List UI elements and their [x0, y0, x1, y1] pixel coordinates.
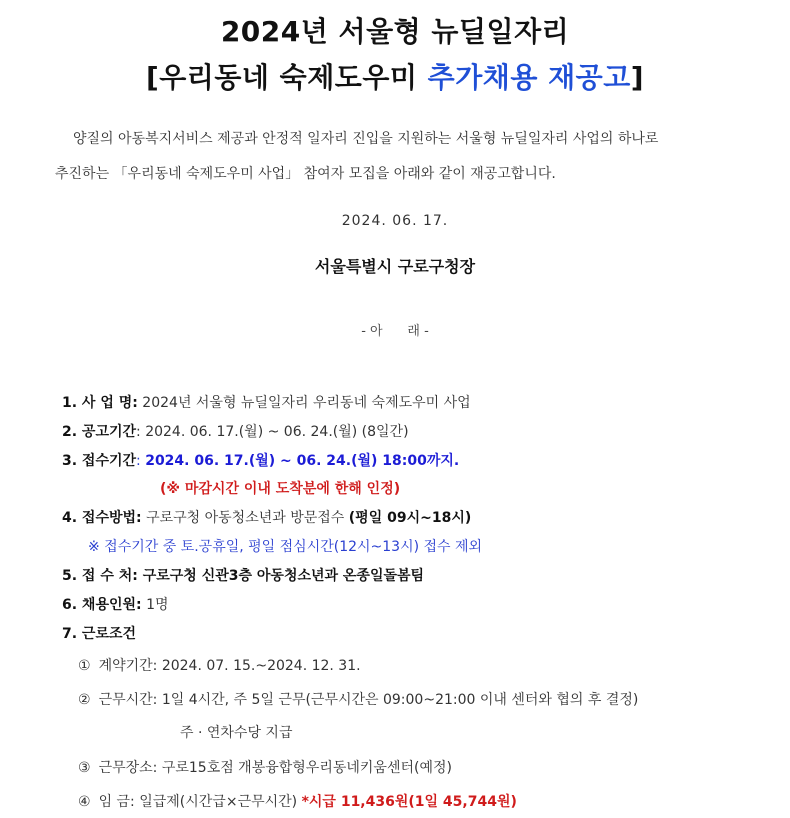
- item-value: : 2024. 06. 17.(월) ~ 06. 24.(월) (8일간): [136, 424, 409, 440]
- item-label: 6. 채용인원:: [62, 597, 142, 613]
- item-label: 4. 접수방법:: [62, 510, 142, 526]
- title-prefix: [우리동네 숙제도우미: [145, 61, 428, 94]
- wage-highlight: 시급 11,436원(1일 45,744원): [308, 794, 517, 810]
- item-hiring-count: [62, 594, 169, 614]
- item-application-place: [62, 565, 424, 585]
- item-project-name: [62, 392, 471, 412]
- condition-text: 근무장소: 구로15호점 개봉융합형우리동네키움센터(예정): [98, 760, 452, 776]
- condition-allowance-note: 주 · 연차수당 지급: [180, 725, 293, 741]
- condition-number: ④: [78, 794, 91, 810]
- item-colon: :: [136, 453, 146, 469]
- wage-star-mark: *: [301, 794, 309, 810]
- title-suffix: ]: [630, 61, 645, 94]
- item-label: 3. 접수기간: [62, 453, 137, 469]
- item-application-method: [62, 507, 471, 527]
- condition-number: ①: [78, 658, 91, 674]
- condition-text: 근무시간: 1일 4시간, 주 5일 근무(근무시간은 09:00~21:00 이내 센터와 협의 후 결정): [98, 692, 639, 708]
- condition-work-hours: [78, 689, 638, 709]
- item-label: 1. 사 업 명:: [62, 395, 138, 411]
- notice-signer: 서울특별시 구로구청장: [314, 257, 476, 276]
- condition-wage: [78, 791, 517, 811]
- item-value: 구로구청 신관3층 아동청소년과 온종일돌봄팀: [137, 568, 425, 584]
- notice-date: 2024. 06. 17.: [341, 213, 449, 229]
- title-highlight: 추가채용 재공고: [427, 61, 631, 94]
- item-value: 2024. 06. 17.(월) ~ 06. 24.(월) 18:00까지.: [145, 453, 460, 469]
- item-application-period: [62, 450, 459, 470]
- item-value-hours: (평일 09시~18시): [348, 510, 472, 526]
- item-notice-period: [62, 421, 409, 441]
- item-label: 5. 접 수 처:: [62, 568, 138, 584]
- condition-number: ②: [78, 692, 91, 708]
- intro-line-1: 양질의 아동복지서비스 제공과 안정적 일자리 진입을 지원하는 서울형 뉴딜일자리 사업의 하나로: [73, 131, 659, 147]
- condition-contract-period: [78, 655, 361, 675]
- section-divider-label: - 아 래 -: [361, 324, 429, 339]
- condition-text: 임 금: 일급제(시간급×근무시간): [98, 794, 302, 810]
- condition-work-location: [78, 757, 452, 777]
- item-label: 7. 근로조건: [62, 626, 137, 642]
- item-value: 1명: [141, 597, 169, 613]
- notice-title-line1: 2024년 서울형 뉴딜일자리: [220, 15, 570, 48]
- condition-number: ③: [78, 760, 91, 776]
- item-label: 2. 공고기간: [62, 424, 137, 440]
- intro-line-2: 추진하는 「우리동네 숙제도우미 사업」 참여자 모집을 아래와 같이 재공고합니다.: [55, 166, 556, 182]
- notice-title-line2: [0, 56, 790, 96]
- item-value: 2024년 서울형 뉴딜일자리 우리동네 숙제도우미 사업: [137, 395, 471, 411]
- condition-text: 계약기간: 2024. 07. 15.~2024. 12. 31.: [98, 658, 361, 674]
- item-value: 구로구청 아동청소년과 방문접수: [141, 510, 349, 526]
- intro-paragraph: [55, 122, 745, 192]
- application-exclusion-note: ※ 접수기간 중 토.공휴일, 평일 점심시간(12시~13시) 접수 제외: [88, 539, 483, 555]
- deadline-note: (※ 마감시간 이내 도착분에 한해 인정): [160, 481, 401, 497]
- item-work-conditions: [62, 623, 136, 643]
